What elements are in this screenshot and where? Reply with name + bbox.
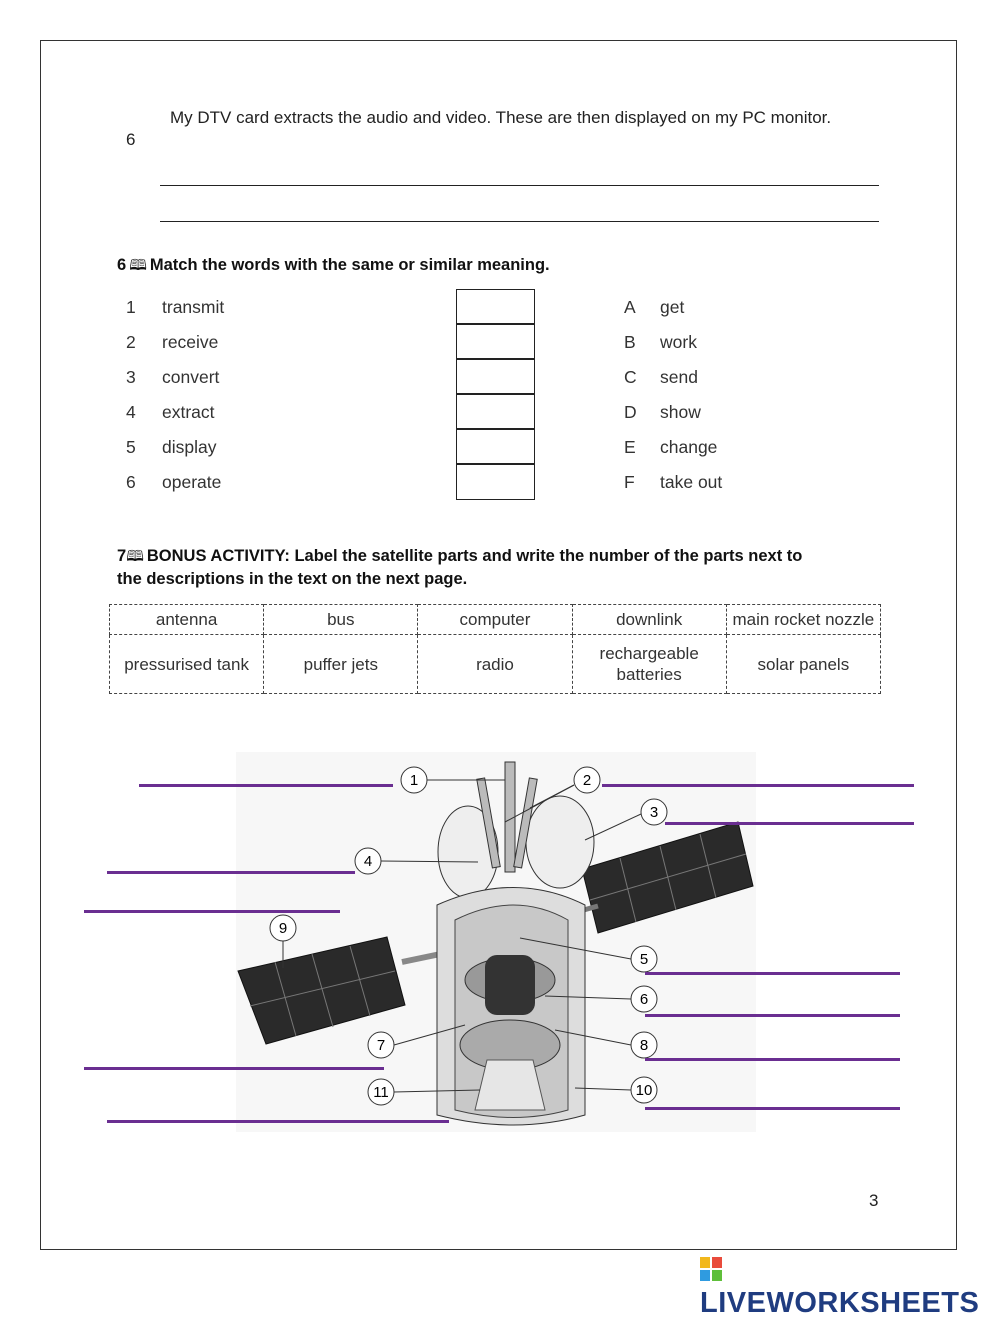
right-item-word: send: [660, 367, 698, 387]
diagram-label: 1: [409, 772, 419, 789]
left-item-number: 4: [126, 402, 136, 422]
right-item-letter: C: [624, 367, 637, 387]
dish-right: [526, 796, 594, 888]
left-item-number: 1: [126, 297, 136, 317]
diagram-label: 7: [376, 1037, 386, 1054]
answer-box[interactable]: [456, 324, 535, 359]
diagram-label: 10: [635, 1082, 653, 1099]
right-item-letter: B: [624, 332, 636, 352]
left-item-word: receive: [162, 332, 219, 352]
right-item-word: change: [660, 437, 718, 457]
book-icon: 🕮: [126, 548, 144, 565]
left-item-word: display: [162, 437, 217, 457]
answer-box[interactable]: [456, 394, 535, 429]
right-item-word: work: [660, 332, 697, 352]
word-bank-cell: computer: [418, 605, 572, 635]
label-answer-line[interactable]: [84, 910, 340, 913]
page-number: 3: [869, 1191, 879, 1210]
sentence-number: 6: [126, 130, 136, 149]
label-answer-line[interactable]: [645, 1014, 900, 1017]
diagram-label: 2: [582, 772, 592, 789]
section6-heading: [117, 255, 550, 280]
label-answer-line[interactable]: [107, 871, 355, 874]
section6-number: 6: [117, 256, 127, 274]
sentence-text: My DTV card extracts the audio and video. These are then displayed on my PC monitor.: [170, 108, 832, 127]
word-bank-cell: solar panels: [726, 635, 880, 694]
section7-instruction-line2: the descriptions in the text on the next page.: [117, 570, 468, 588]
satellite-diagram: [0, 740, 1000, 1140]
right-item-letter: F: [624, 472, 635, 492]
label-answer-line[interactable]: [645, 972, 900, 975]
right-item-letter: A: [624, 297, 636, 317]
word-bank-cell: radio: [418, 635, 572, 694]
word-bank-row: [110, 635, 881, 694]
left-item-number: 3: [126, 367, 136, 387]
diagram-label: 3: [649, 804, 659, 821]
right-item-word: take out: [660, 472, 723, 492]
book-icon: 🕮: [129, 257, 147, 274]
word-bank-cell: antenna: [110, 605, 264, 635]
diagram-label: 5: [639, 951, 649, 968]
brand-name: LIVEWORKSHEETS: [700, 1287, 980, 1319]
left-item-word: convert: [162, 367, 220, 387]
right-item-word: show: [660, 402, 701, 422]
word-bank-table: [109, 604, 881, 694]
brand-logo: [700, 1254, 1000, 1320]
section7-instruction-line1: BONUS ACTIVITY: Label the satellite parts and write the number of the parts next to: [146, 547, 803, 565]
answer-box[interactable]: [456, 429, 535, 464]
section6-instruction: Match the words with the same or similar meaning.: [149, 256, 550, 274]
answer-box[interactable]: [456, 464, 535, 500]
label-answer-line[interactable]: [107, 1120, 449, 1123]
section7-heading: [117, 545, 907, 591]
diagram-label: 9: [278, 920, 288, 937]
answer-line[interactable]: [160, 221, 879, 222]
left-item-number: 5: [126, 437, 136, 457]
diagram-label: 6: [639, 991, 649, 1008]
section7-number: 7: [117, 547, 127, 565]
answer-box[interactable]: [456, 359, 535, 394]
word-bank-cell: downlink: [572, 605, 726, 635]
diagram-label: 8: [639, 1037, 649, 1054]
label-answer-line[interactable]: [665, 822, 914, 825]
diagram-label: 11: [373, 1084, 389, 1101]
label-answer-line[interactable]: [645, 1058, 900, 1061]
satellite-body: [437, 888, 585, 1126]
word-bank-cell: bus: [264, 605, 418, 635]
label-answer-line[interactable]: [645, 1107, 900, 1110]
label-answer-line[interactable]: [139, 784, 393, 787]
word-bank-cell: pressurised tank: [110, 635, 264, 694]
word-bank-cell: main rocket nozzle: [726, 605, 880, 635]
left-item-word: extract: [162, 402, 215, 422]
word-bank-row: [110, 605, 881, 635]
label-answer-line[interactable]: [84, 1067, 384, 1070]
left-item-word: operate: [162, 472, 222, 492]
answer-box[interactable]: [456, 289, 535, 324]
word-bank-cell: rechargeable batteries: [572, 635, 726, 694]
label-answer-line[interactable]: [602, 784, 914, 787]
diagram-label: 4: [363, 853, 373, 870]
left-item-word: transmit: [162, 297, 225, 317]
liveworksheets-icon: [700, 1257, 722, 1281]
right-item-letter: E: [624, 437, 636, 457]
right-item-letter: D: [624, 402, 637, 422]
right-item-word: get: [660, 297, 685, 317]
word-bank-cell: puffer jets: [264, 635, 418, 694]
left-item-number: 6: [126, 472, 136, 492]
left-item-number: 2: [126, 332, 136, 352]
answer-line[interactable]: [160, 185, 879, 186]
